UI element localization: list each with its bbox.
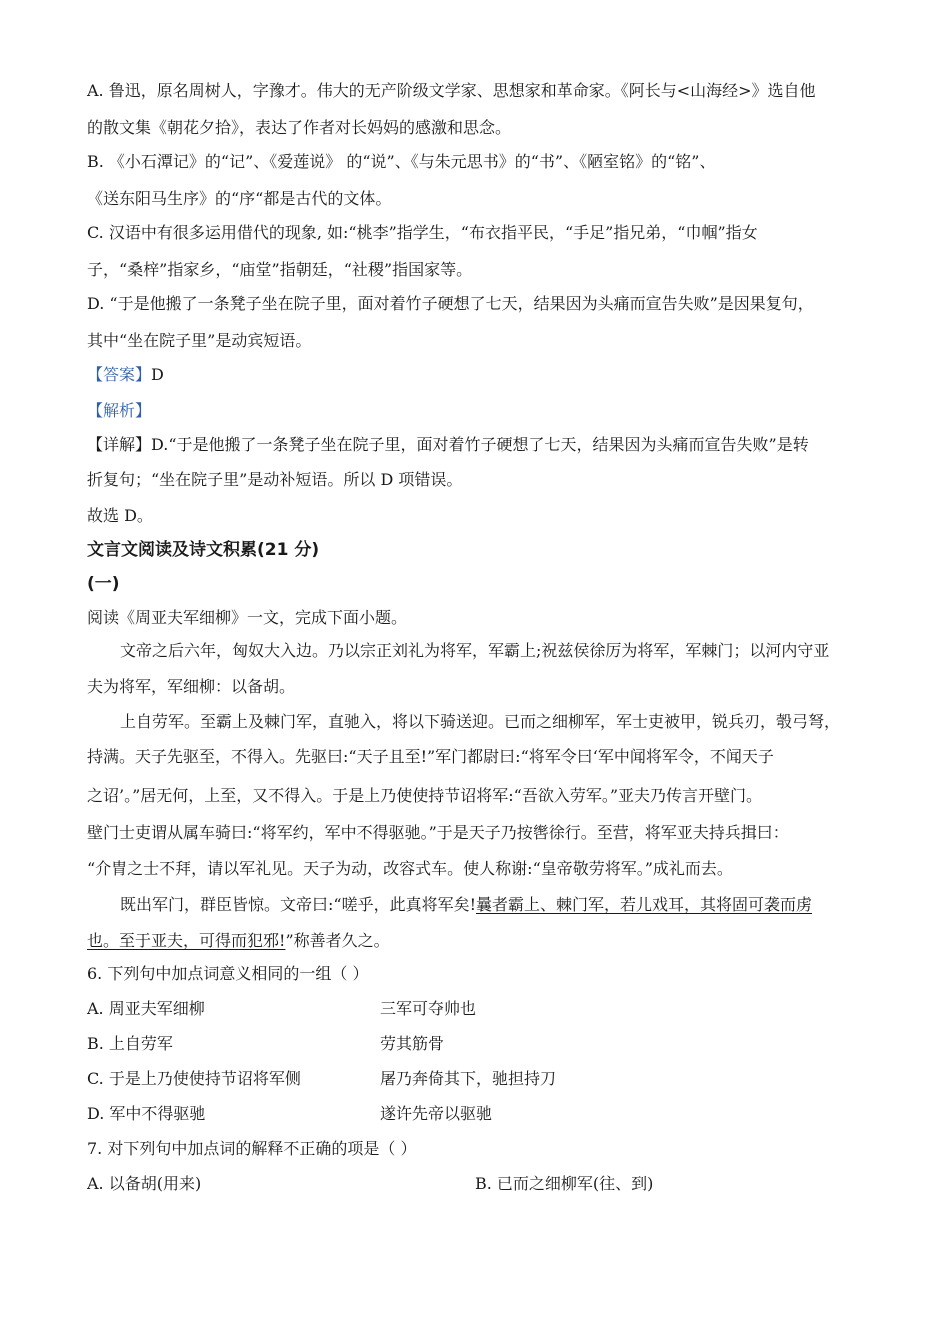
passage-p2-line-2: 持满。天子先驱至，不得入。先驱曰:“天子且至!”军门都尉曰:“将军令曰‘军中闻将军令，不闻天子 (87, 747, 774, 766)
passage-p3-plain-1: 既出军门，群臣皆惊。文帝曰:“嗟乎，此真将军矣! (120, 895, 477, 914)
passage-p3-plain-2: ”称善者久之。 (285, 931, 390, 950)
q6-row-c-left: C. 于是上乃使使持节诏将军侧 (87, 1069, 301, 1088)
section-intro: 阅读《周亚夫军细柳》一文，完成下面小题。 (87, 608, 408, 627)
option-d-line-1: D. “于是他搬了一条凳子坐在院子里，面对着竹子硬想了七天，结果因为头痛而宣告失败”是因果复句， (87, 294, 814, 313)
passage-p2-line-3: 之诏’。”居无何，上至，又不得入。于是上乃使使持节诏将军:“吾欲入劳军。”亚夫乃传言开壁门。 (87, 786, 763, 805)
option-c-line-2: 子，“桑梓”指家乡，“庙堂”指朝廷，“社稷”指国家等。 (87, 260, 473, 279)
passage-p2-line-5: “介胄之士不拜，请以军礼见。天子为动，改容式车。使人称谢:“皇帝敬劳将军。”成礼而去。 (87, 859, 733, 878)
option-c-line-1: C. 汉语中有很多运用借代的现象, 如:“桃李”指学生，“布衣指平民，“手足”指兄弟，“巾帼”指女 (87, 223, 758, 242)
passage-p3-underlined-2: 也。至于亚夫，可得而犯邪! (87, 931, 286, 950)
answer-value: D (151, 365, 164, 384)
q7-stem: 7. 对下列句中加点词的解释不正确的项是（ ） (87, 1139, 417, 1158)
q6-row-b-left: B. 上自劳军 (87, 1034, 173, 1053)
detail-line-1 (87, 434, 809, 456)
detail-line-2: 折复句；“坐在院子里”是动补短语。所以 D 项错误。 (87, 470, 463, 489)
passage-p3-line-2 (87, 930, 390, 952)
answer-tag: 【答案】 (87, 365, 152, 384)
option-a-line-2: 的散文集《朝花夕拾》，表达了作者对长妈妈的感激和思念。 (87, 118, 512, 137)
option-b-line-1: B. 《小石潭记》的“记”、《爱莲说》 的“说”、《与朱元思书》的“书”、《陋室铭》的“铭”、 (87, 152, 716, 171)
q6-row-d-right: 遂许先帝以驱驰 (380, 1104, 493, 1123)
q6-row-a-left: A. 周亚夫军细柳 (87, 999, 205, 1018)
section-part: (一) (87, 574, 120, 594)
option-a-line-1: A. 鲁迅，原名周树人，字豫才。伟大的无产阶级文学家、思想家和革命家。《阿长与<山海经>》选自他 (87, 81, 816, 100)
passage-p1-line-1: 文帝之后六年，匈奴大入边。乃以宗正刘礼为将军，军霸上;祝兹侯徐厉为将军，军棘门；以河内守亚 (120, 641, 830, 660)
passage-p3-underlined-1: 曩者霸上、棘门军，若儿戏耳，其将固可袭而虏 (476, 895, 813, 914)
answer-line (87, 364, 164, 386)
q6-row-c-right: 屠乃奔倚其下，驰担持刀 (380, 1069, 557, 1088)
option-d-line-2: 其中“坐在院子里”是动宾短语。 (87, 331, 312, 350)
passage-p2-line-1: 上自劳军。至霸上及棘门军，直驰入，将以下骑送迎。已而之细柳军，军士吏被甲，锐兵刃，彀弓弩， (120, 712, 841, 731)
analysis-tag: 【解析】 (87, 401, 152, 420)
choose-line: 故选 D。 (87, 506, 153, 525)
q6-row-d-left: D. 军中不得驱驰 (87, 1104, 206, 1123)
detail-text-1: D.“于是他搬了一条凳子坐在院子里，面对着竹子硬想了七天，结果因为头痛而宣告失败”是转 (151, 435, 809, 454)
q6-row-a-right: 三军可夺帅也 (380, 999, 477, 1018)
detail-tag: 【详解】 (87, 435, 152, 454)
q6-stem: 6. 下列句中加点词意义相同的一组（ ） (87, 964, 369, 983)
section-title: 文言文阅读及诗文积累(21 分) (87, 540, 320, 560)
q7-option-a: A. 以备胡(用来) (87, 1174, 202, 1193)
passage-p1-line-2: 夫为将军，军细柳：以备胡。 (87, 677, 296, 696)
passage-p2-line-4: 壁门士吏谓从属车骑曰:“将军约，军中不得驱驰。”于是天子乃按辔徐行。至营，将军亚夫持兵揖曰： (87, 823, 789, 842)
option-b-line-2: 《送东阳马生序》的“序“都是古代的文体。 (87, 189, 392, 208)
q7-option-b: B. 已而之细柳军(往、到) (475, 1174, 654, 1193)
q6-row-b-right: 劳其筋骨 (380, 1034, 445, 1053)
analysis-line (87, 400, 151, 422)
passage-p3-line-1 (120, 894, 812, 916)
